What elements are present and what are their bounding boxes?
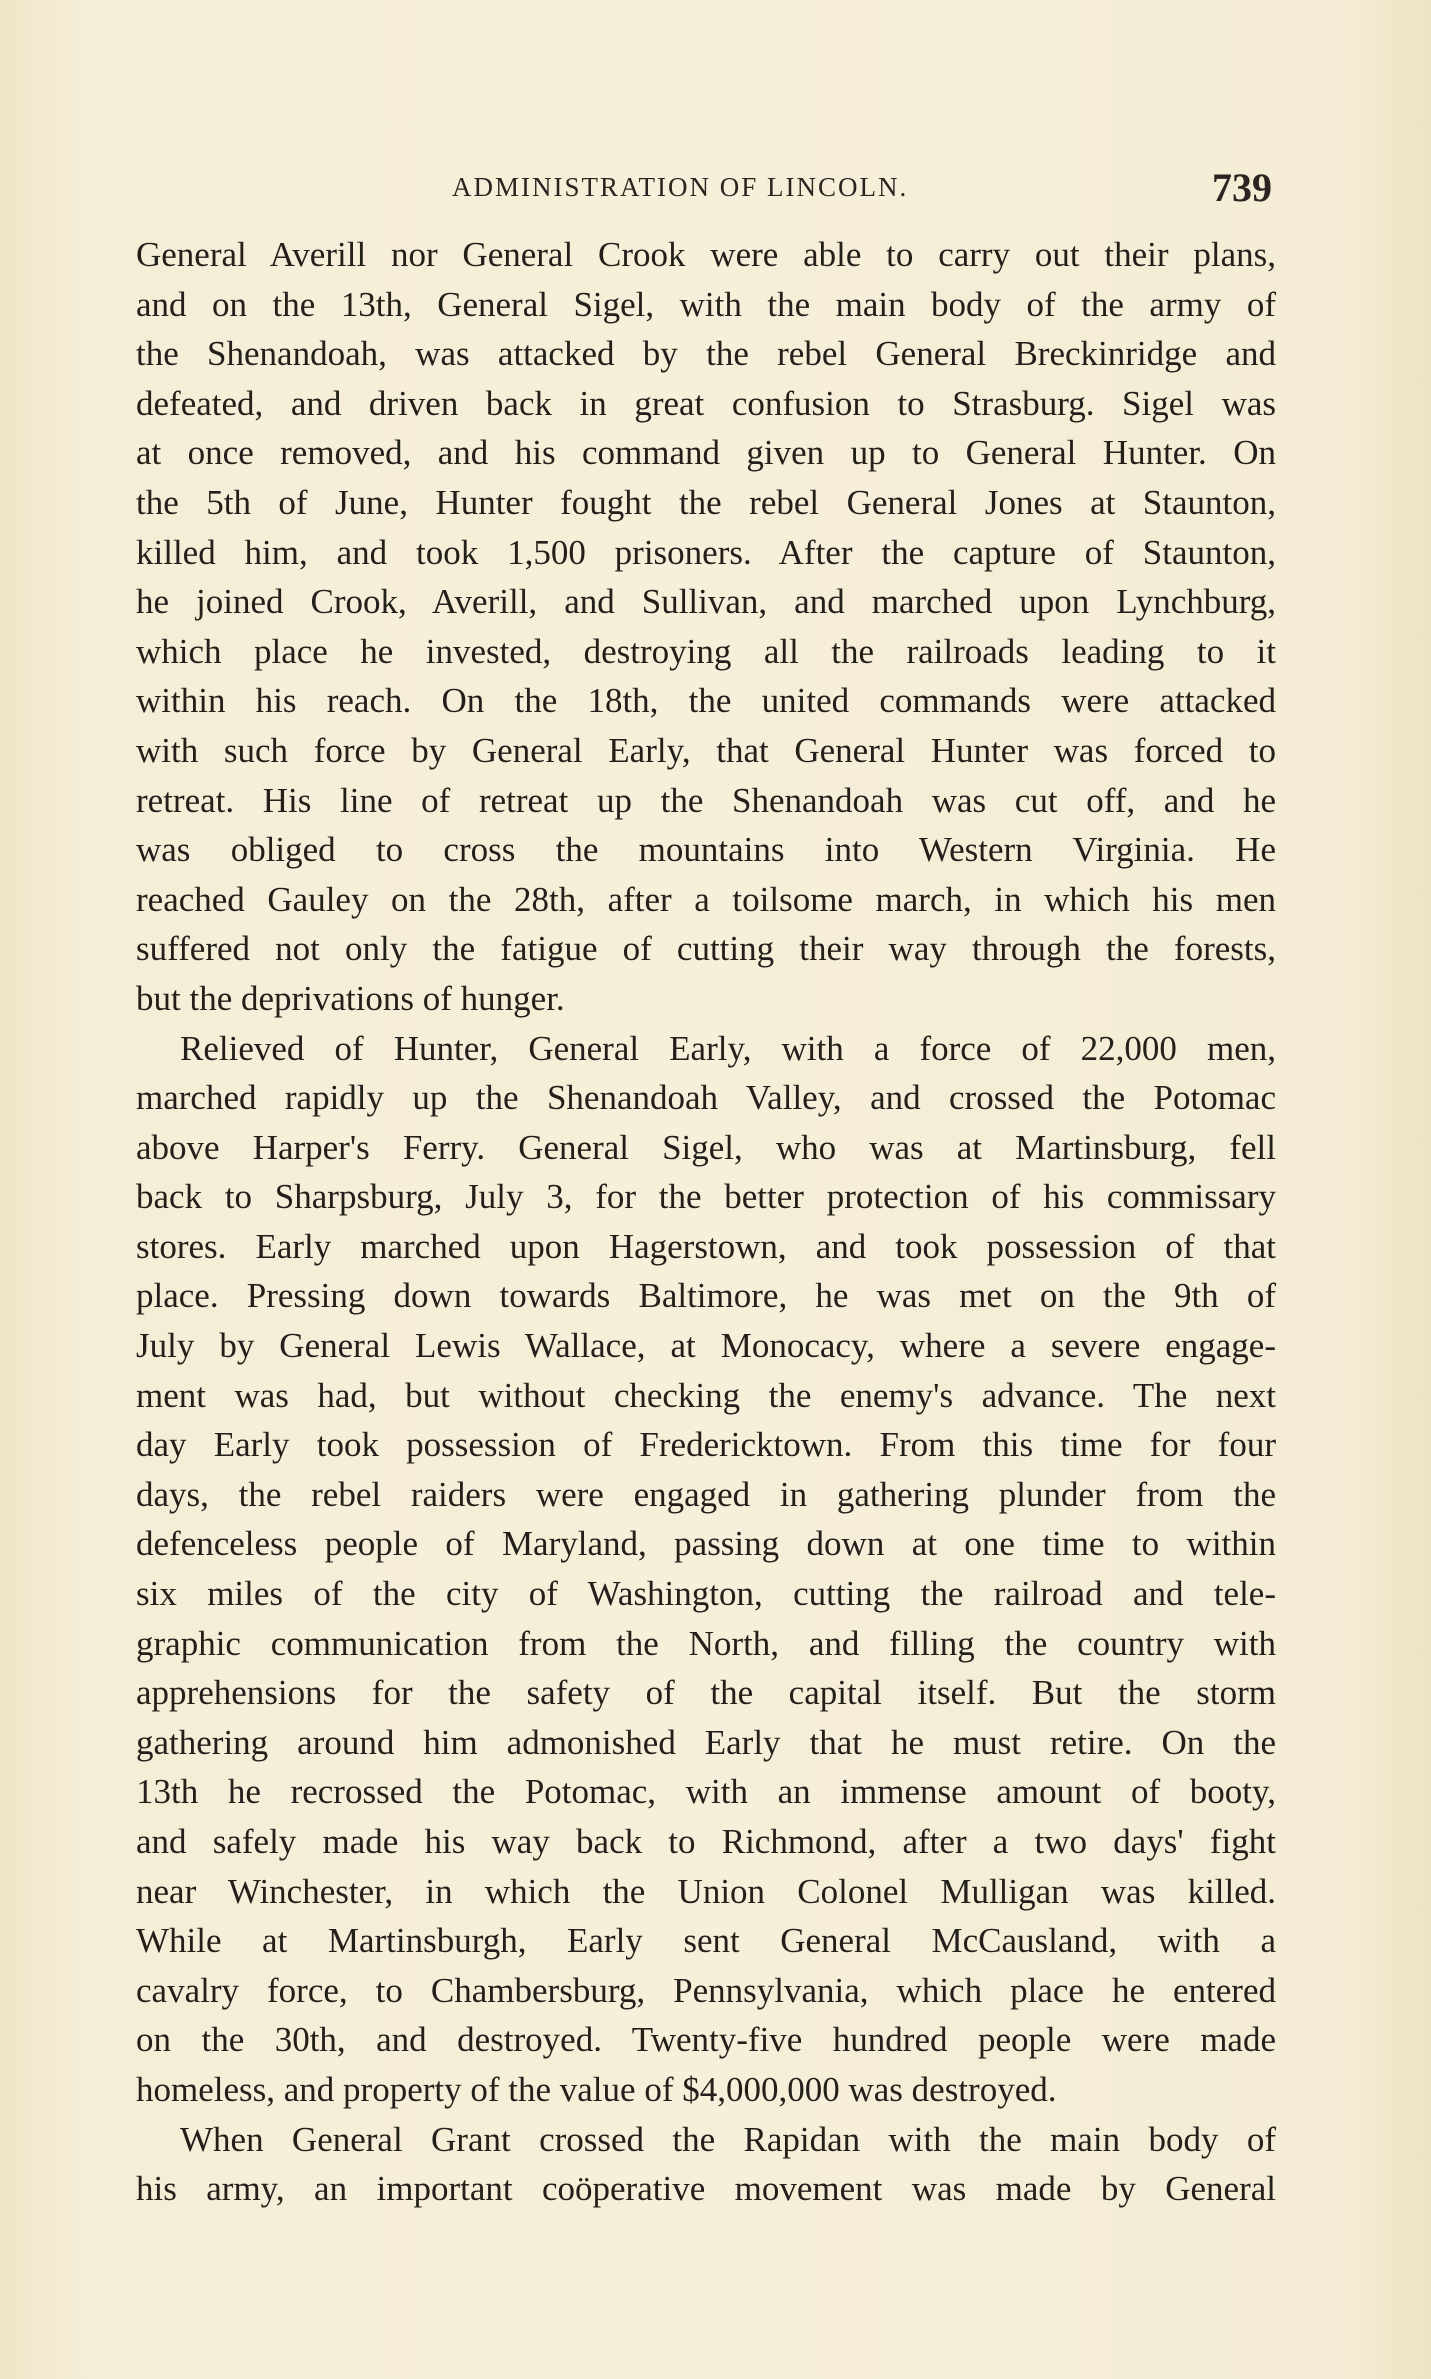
text-line: Relieved of Hunter, General Early, with a force of 22,000 men,	[180, 1028, 1276, 1068]
text-line: General Averill nor General Crook were able to carry out their plans,	[136, 235, 1276, 274]
text-line: graphic communication from the North, and filling the country with	[136, 1623, 1276, 1663]
text-line: the 5th of June, Hunter fought the rebel General Jones at Staunton,	[136, 482, 1276, 522]
text-line: and safely made his way back to Richmond, after a two days' fight	[136, 1822, 1276, 1861]
running-head	[132, 160, 1272, 220]
text-line: but the deprivations of hunger.	[136, 978, 565, 1018]
text-line: 13th he recrossed the Potomac, with an immense amount of booty,	[136, 1772, 1276, 1812]
text-line: on the 30th, and destroyed. Twenty-five hundred people were made	[136, 2020, 1276, 2060]
text-line: killed him, and took 1,500 prisoners. After the capture of Staunton,	[136, 532, 1276, 572]
text-line: defenceless people of Maryland, passing down at one time to within	[136, 1524, 1276, 1564]
text-line: While at Martinsburgh, Early sent General McCausland, with a	[136, 1921, 1276, 1961]
text-line: near Winchester, in which the Union Colonel Mulligan was killed.	[136, 1871, 1276, 1911]
text-line: apprehensions for the safety of the capital itself. But the storm	[136, 1673, 1276, 1713]
text-line: his army, an important coöperative movement was made by General	[136, 2169, 1276, 2209]
text-line: stores. Early marched upon Hagerstown, and took possession of that	[136, 1226, 1276, 1266]
text-line: defeated, and driven back in great confusion to Strasburg. Sigel was	[136, 383, 1276, 423]
text-line: gathering around him admonished Early that he must retire. On the	[136, 1722, 1276, 1762]
text-line: and on the 13th, General Sigel, with the main body of the army of	[136, 284, 1276, 324]
text-line: the Shenandoah, was attacked by the rebel General Breckinridge and	[136, 334, 1276, 374]
text-line: which place he invested, destroying all the railroads leading to it	[136, 631, 1276, 671]
text-line: homeless, and property of the value of $4,000,000 was destroyed.	[136, 2069, 1057, 2109]
text-line: was obliged to cross the mountains into Western Virginia. He	[136, 830, 1276, 870]
text-line: within his reach. On the 18th, the united commands were attacked	[136, 681, 1276, 721]
text-line: at once removed, and his command given up to General Hunter. On	[136, 433, 1276, 473]
text-line: suffered not only the fatigue of cutting their way through the forests,	[136, 929, 1276, 969]
paragraph	[136, 2115, 1276, 2214]
text-line: ment was had, but without checking the enemy's advance. The next	[136, 1375, 1276, 1415]
text-line: cavalry force, to Chambersburg, Pennsylvania, which place he entered	[136, 1970, 1276, 2010]
text-line: July by General Lewis Wallace, at Monocacy, where a severe engage-	[136, 1326, 1276, 1366]
text-line: days, the rebel raiders were engaged in gathering plunder from the	[136, 1474, 1276, 1514]
text-line: back to Sharpsburg, July 3, for the better protection of his commissary	[136, 1177, 1276, 1217]
text-line: marched rapidly up the Shenandoah Valley, and crossed the Potomac	[136, 1078, 1276, 1118]
paragraph	[136, 1024, 1276, 2115]
running-title: ADMINISTRATION OF LINCOLN.	[452, 172, 909, 202]
page-number: 739	[1212, 165, 1272, 210]
body-text	[136, 230, 1276, 2214]
text-line: day Early took possession of Fredericktown. From this time for four	[136, 1425, 1276, 1465]
text-line: reached Gauley on the 28th, after a toilsome march, in which his men	[136, 879, 1276, 919]
paragraph	[136, 230, 1276, 1024]
text-line: When General Grant crossed the Rapidan with the main body of	[180, 2119, 1276, 2159]
text-line: place. Pressing down towards Baltimore, he was met on the 9th of	[136, 1276, 1276, 1316]
text-line: with such force by General Early, that General Hunter was forced to	[136, 730, 1276, 770]
text-line: above Harper's Ferry. General Sigel, who was at Martinsburg, fell	[136, 1127, 1276, 1167]
text-line: retreat. His line of retreat up the Shenandoah was cut off, and he	[136, 780, 1276, 820]
text-line: six miles of the city of Washington, cutting the railroad and tele-	[136, 1574, 1276, 1614]
text-line: he joined Crook, Averill, and Sullivan, and marched upon Lynchburg,	[136, 582, 1276, 622]
